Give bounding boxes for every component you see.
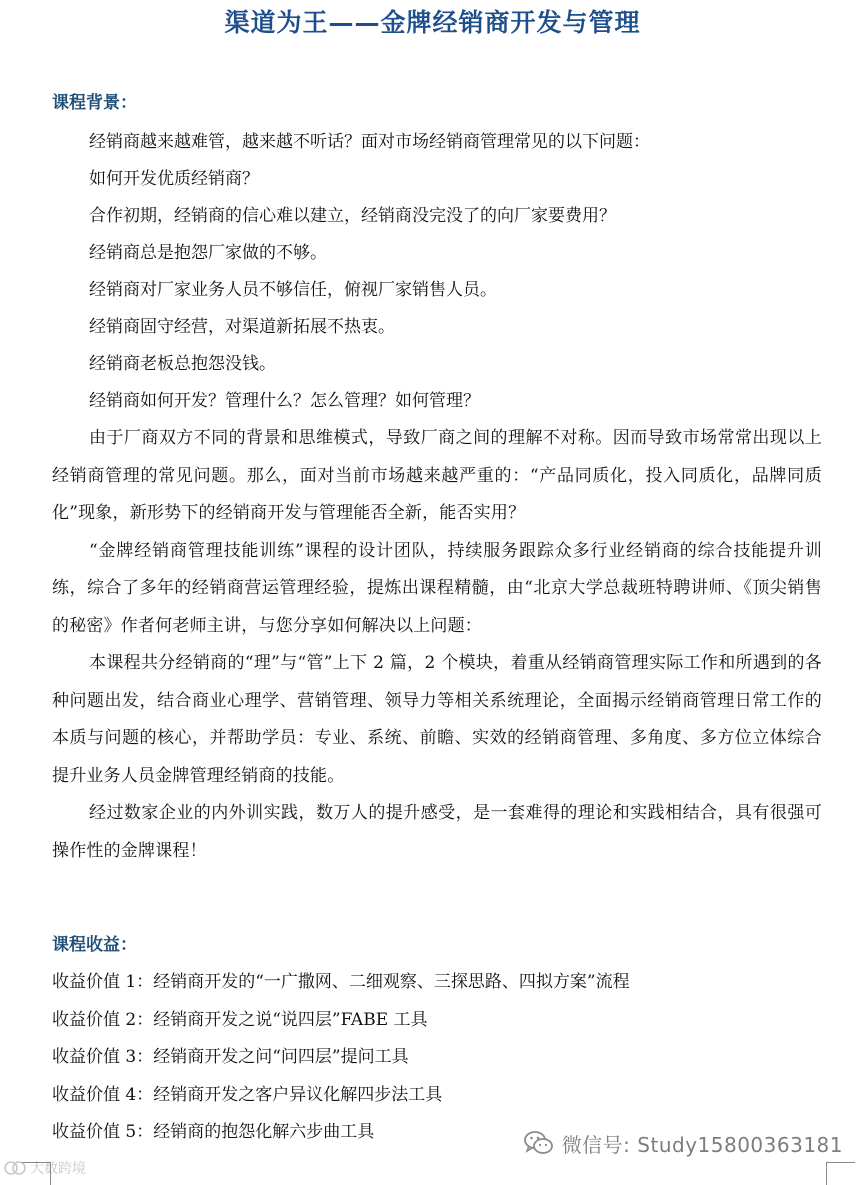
background-line: 经销商如何开发？管理什么？怎么管理？如何管理？ (89, 391, 480, 411)
benefit-item: 收益价值 2：经销商开发之说“说四层”FABE 工具 (52, 1009, 428, 1030)
benefit-item: 收益价值 5：经销商的抱怨化解六步曲工具 (52, 1122, 375, 1142)
wechat-watermark (524, 1128, 843, 1158)
background-section (52, 124, 822, 870)
background-line: 经销商老板总抱怨没钱。 (89, 354, 276, 374)
benefits-list (52, 964, 812, 1152)
background-line: 经销商固守经营，对渠道新拓展不热衷。 (89, 317, 395, 337)
section-heading-background: 课程背景： (52, 93, 137, 113)
background-line: 如何开发优质经销商？ (89, 169, 259, 189)
background-line: 经销商对厂家业务人员不够信任，俯视厂家销售人员。 (89, 280, 497, 300)
benefit-item: 收益价值 3：经销商开发之问“问四层”提问工具 (52, 1047, 409, 1067)
benefit-item: 收益价值 4：经销商开发之客户异议化解四步法工具 (52, 1084, 443, 1105)
page-corner-mark-right (826, 1162, 855, 1185)
corner-logo-text: 大数跨境 (30, 1161, 86, 1177)
document-title: 渠道为王——金牌经销商开发与管理 (224, 8, 641, 37)
background-line: 经销商越来越难管，越来越不听话？面对市场经销商管理常见的以下问题： (89, 132, 650, 152)
watermark-text: 微信号: Study15800363181 (561, 1132, 843, 1157)
section-heading-benefits: 课程收益： (52, 935, 137, 955)
background-paragraph: 经过数家企业的内外训实践，数万人的提升感受，是一套难得的理论和实践相结合，具有很强可操作性的金牌课程！ (52, 803, 822, 861)
background-paragraph: 本课程共分经销商的“理”与“管”上下 2 篇，2 个模块，着重从经销商管理实际工作和所遇到的各种问题出发，结合商业心理学、营销管理、领导力等相关系统理论，全面揭示经销商管理日常工作的本质与问题的核心，并帮助学员：专业、系统、前瞻、实效的经销商管理、多角度、多方位立体综合提升业务人员金牌管理经销商的技能。 (52, 653, 822, 786)
background-paragraph: 由于厂商双方不同的背景和思维模式，导致厂商之间的理解不对称。因而导致市场常常出现以上经销商管理的常见问题。那么，面对当前市场越来越严重的：“产品同质化，投入同质化，品牌同质化”现象，新形势下的经销商开发与管理能否全新，能否实用？ (52, 428, 822, 523)
benefit-item: 收益价值 1：经销商开发的“一广撒网、二细观察、三探思路、四拟方案”流程 (52, 972, 630, 992)
wechat-icon (524, 1130, 554, 1156)
page-corner-mark-left (22, 1162, 51, 1185)
background-line: 合作初期，经销商的信心难以建立，经销商没完没了的向厂家要费用？ (89, 206, 616, 226)
background-paragraph: “金牌经销商管理技能训练”课程的设计团队，持续服务跟踪众多行业经销商的综合技能提升训练，综合了多年的经销商营运管理经验，提炼出课程精髓，由“北京大学总裁班特聘讲师、《顶尖销售的秘密》作者何老师主讲，与您分享如何解决以上问题： (52, 540, 822, 636)
background-line: 经销商总是抱怨厂家做的不够。 (89, 243, 327, 263)
